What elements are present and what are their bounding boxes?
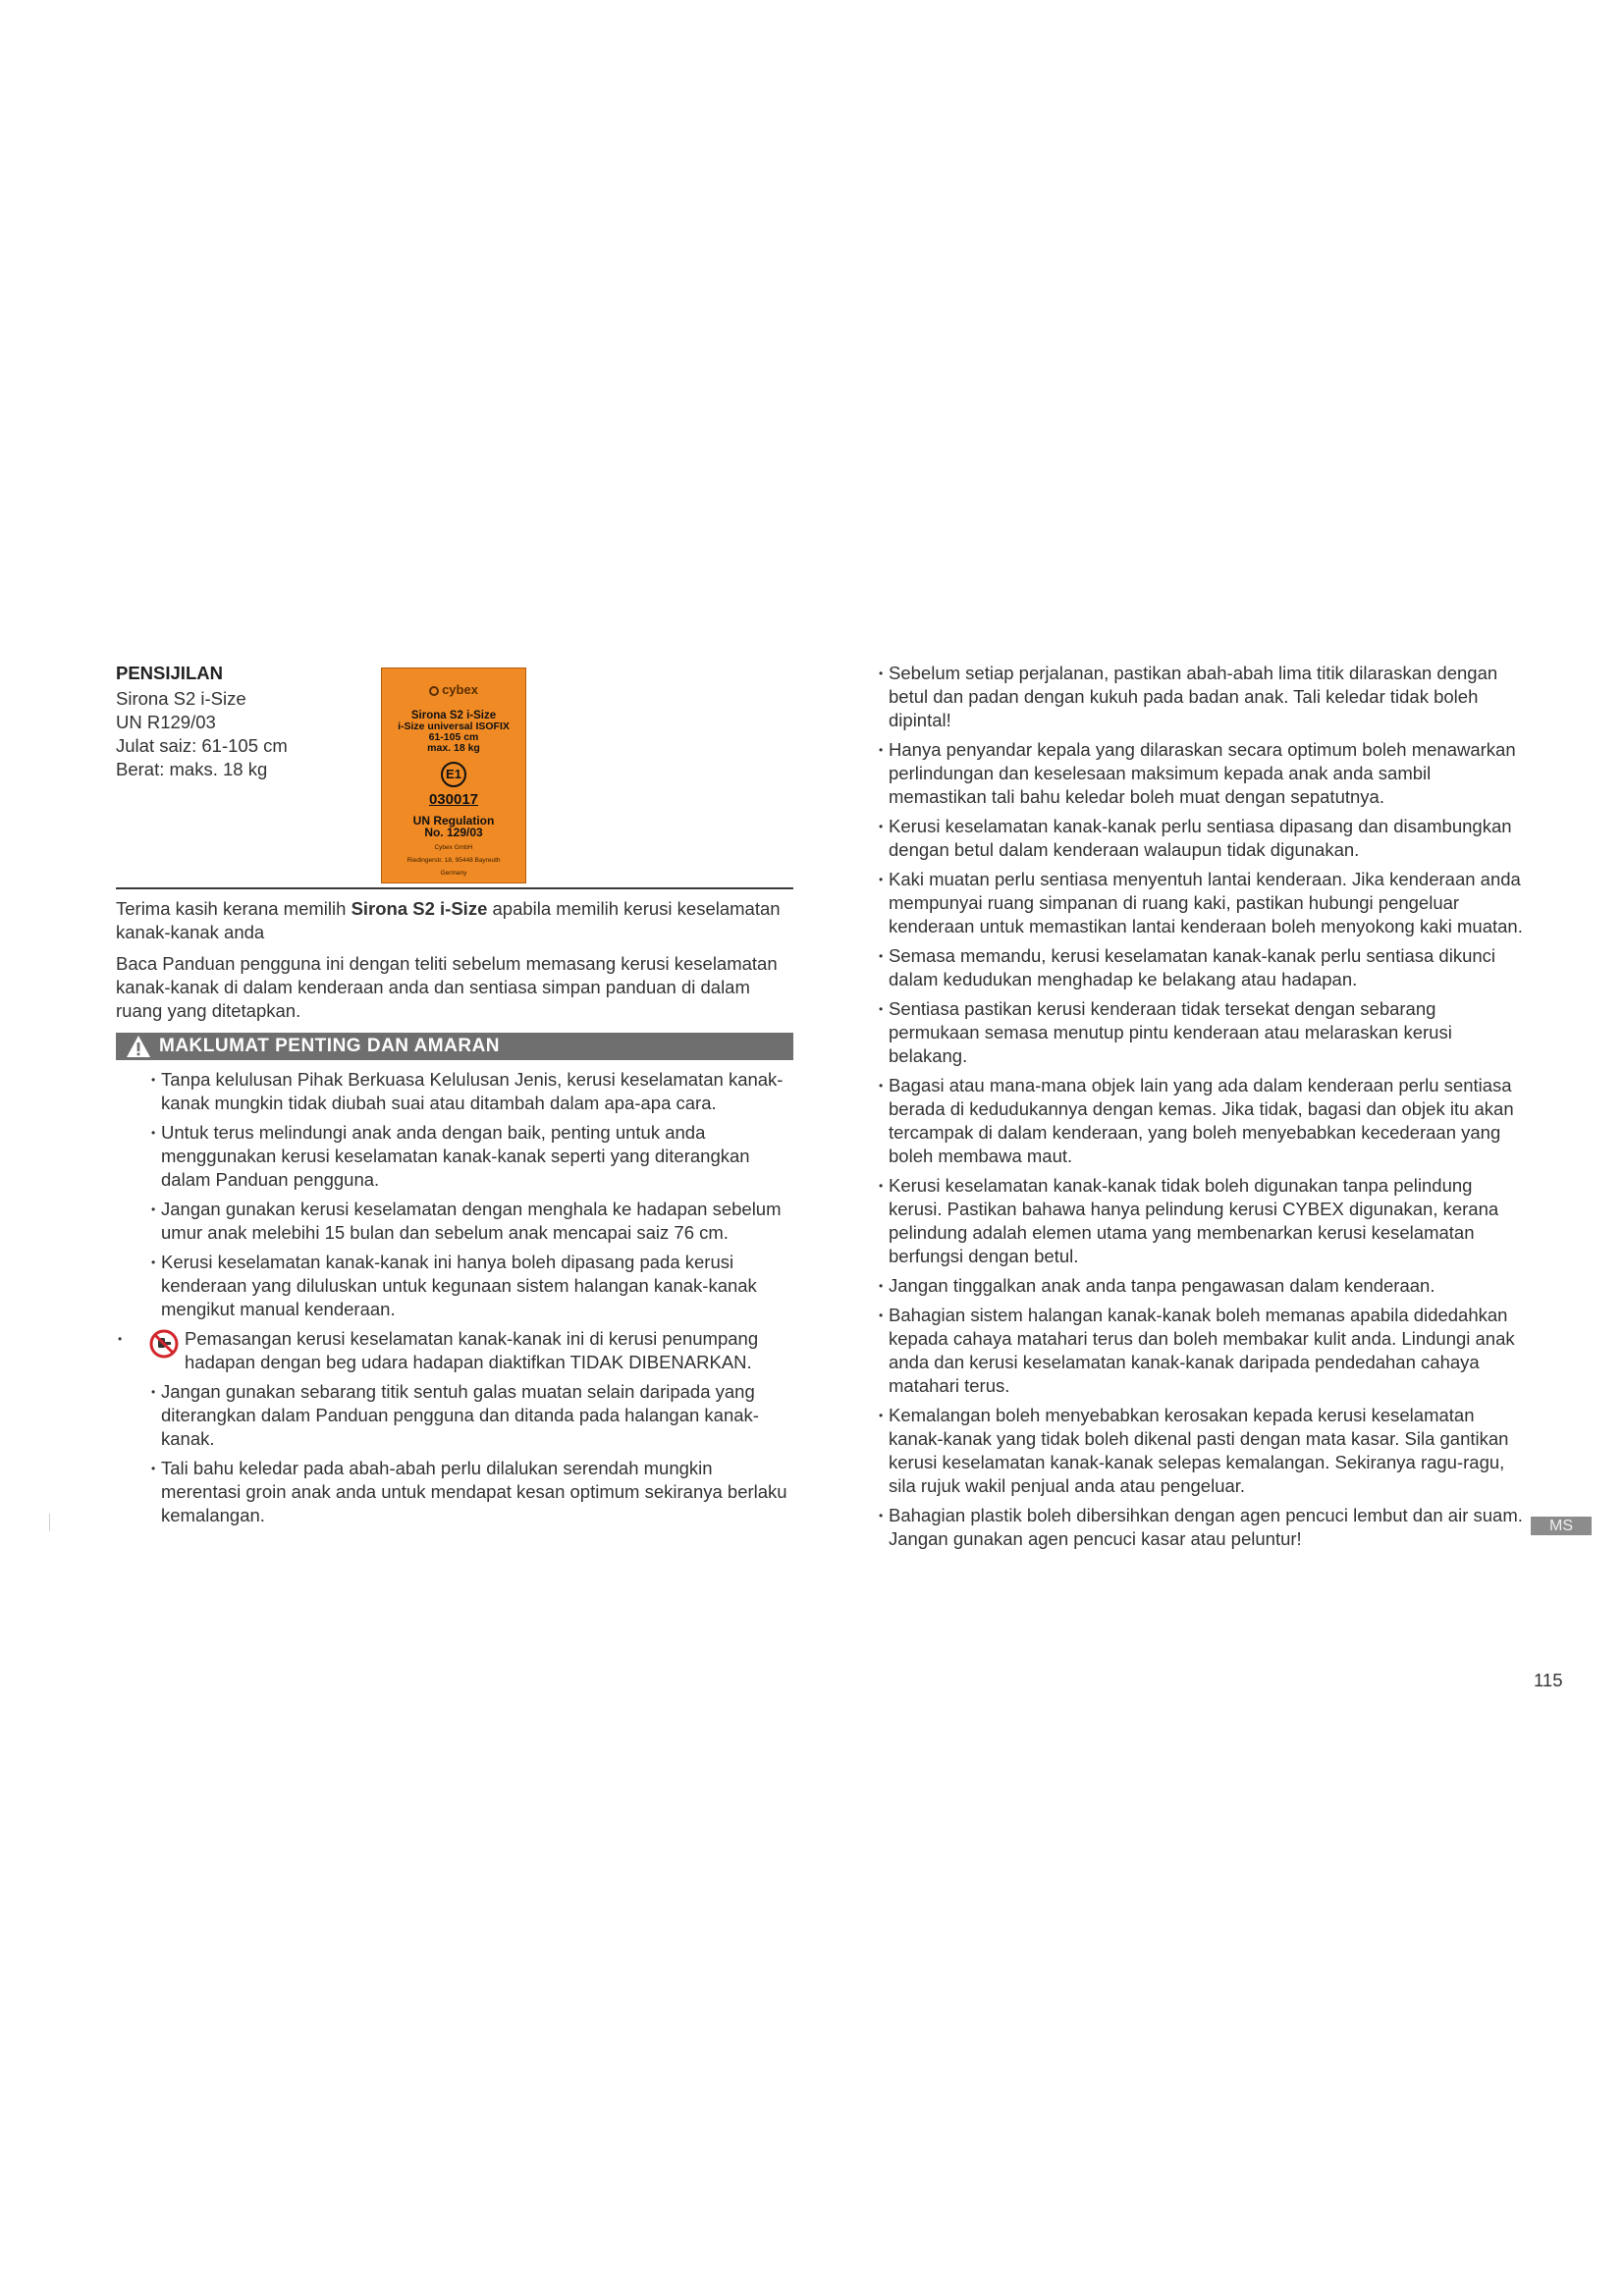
label-country: Germany (440, 870, 467, 877)
cert-product: Sirona S2 i-Size (116, 688, 246, 709)
no-airbag-prohibition-icon (149, 1329, 179, 1359)
label-brand: cybex (442, 682, 478, 697)
label-size: 61-105 cm (428, 731, 479, 743)
cert-regulation: UN R129/03 (116, 712, 216, 732)
airbag-warning-text: Pemasangan kerusi keselamatan kanak-kanak ini di kerusi penumpang hadapan dengan beg udara hadapan diaktifkan TIDAK DIBENARKAN. (185, 1328, 759, 1372)
intro-thanks (116, 897, 793, 944)
intro-read-manual: Baca Panduan pengguna ini dengan teliti sebelum memasang kerusi keselamatan kanak-kanak di dalam kenderaan anda dan sentiasa simpan panduan di dalam ruang yang ditetapkan. (116, 953, 778, 1021)
language-tab: MS (1531, 1517, 1592, 1535)
list-item: • Tali bahu keledar pada abah-abah perlu dilalukan serendah mungkin merentasi groin anak anda untuk mendapat kesan optimum sekiranya berlaku kemalangan. (149, 1457, 793, 1527)
label-product: Sirona S2 i-Size (410, 710, 497, 721)
cert-weight: Berat: maks. 18 kg (116, 759, 268, 779)
cert-size-range: Julat saiz: 61-105 cm (116, 735, 288, 756)
right-column (877, 662, 1525, 1557)
list-item: • Sentiasa pastikan kerusi kenderaan tidak tersekat dengan sebarang permukaan semasa menutup pintu kenderaan atau melaraskan kerusi belakang. (877, 997, 1525, 1068)
label-approval-number: 030017 (428, 791, 479, 808)
intro-product-name: Sirona S2 i-Size (351, 898, 488, 919)
left-column (116, 662, 793, 1533)
certification-heading: PENSIJILAN (116, 663, 223, 683)
list-item: • Sebelum setiap perjalanan, pastikan abah-abah lima titik dilaraskan dengan betul dan padan dengan kukuh pada badan anak. Tali keledar tidak boleh dipintal! (877, 662, 1525, 732)
certification-block (116, 662, 793, 887)
warning-list-right (877, 662, 1525, 1551)
list-item: • Tanpa kelulusan Pihak Berkuasa Kelulusan Jenis, kerusi keselamatan kanak-kanak mungkin tidak diubah suai atau ditambah dalam apa-apa cara. (149, 1068, 793, 1115)
intro-thanks-pre: Terima kasih kerana memilih (116, 898, 352, 919)
label-brand-logo (382, 678, 525, 702)
list-item: • Kemalangan boleh menyebabkan kerosakan kepada kerusi keselamatan kanak-kanak yang tidak boleh dikenal pasti dengan mata kasar. Sila gantikan kerusi keselamatan kanak-kanak selepas kemalangan. Sekiranya ragu-ragu, sila rujuk wakil penjual anda atau pengeluar. (877, 1404, 1525, 1498)
list-item: • Bahagian sistem halangan kanak-kanak boleh memanas apabila didedahkan kepada cahaya matahari terus dan boleh membakar kulit anda. Lindungi anak anda dan kerusi keselamatan kanak-kanak daripada pendedahan cahaya matahari terus. (877, 1304, 1525, 1398)
list-item: • Jangan gunakan kerusi keselamatan dengan menghala ke hadapan sebelum umur anak melebihi 15 bulan dan sebelum anak mencapai saiz 76 cm. (149, 1198, 793, 1245)
page-number: 115 (1534, 1670, 1563, 1690)
list-item: • Jangan gunakan sebarang titik sentuh galas muatan selain daripada yang diterangkan dalam Panduan pengguna dan ditanda pada halangan kanak-kanak. (149, 1380, 793, 1451)
warning-heading-bar (116, 1033, 793, 1060)
e1-approval-mark-icon: E1 (441, 762, 466, 787)
label-type: i-Size universal ISOFIX (398, 721, 510, 732)
label-regulation-line2: No. 129/03 (424, 826, 483, 839)
margin-mark (49, 1514, 50, 1531)
warning-list-left (116, 1068, 793, 1527)
label-maker: Cybex GmbH (434, 844, 473, 851)
list-item: • Bagasi atau mana-mana objek lain yang ada dalam kenderaan perlu sentiasa berada di kedudukannya dengan kemas. Jika tidak, bagasi dan objek itu akan tercampak di dalam kenderaan, yang boleh menyebabkan kecederaan yang boleh membawa maut. (877, 1074, 1525, 1168)
list-item: • Kerusi keselamatan kanak-kanak perlu sentiasa dipasang dan disambungkan dengan betul dalam kenderaan walaupun tidak digunakan. (877, 815, 1525, 862)
approval-label (381, 667, 526, 883)
list-item: • Kerusi keselamatan kanak-kanak tidak boleh digunakan tanpa pelindung kerusi. Pastikan bahawa hanya pelindung kerusi CYBEX digunakan, kerana pelindung adalah elemen utama yang membenarkan kerusi keselamatan berfungsi dengan betul. (877, 1174, 1525, 1268)
label-regulation-line1: UN Regulation (412, 814, 495, 828)
list-item: • Semasa memandu, kerusi keselamatan kanak-kanak perlu sentiasa dikunci dalam kedudukan menghadap ke belakang atau hadapan. (877, 944, 1525, 991)
brand-logo-icon (429, 686, 439, 696)
label-weight: max. 18 kg (427, 742, 480, 754)
list-item: • Hanya penyandar kepala yang dilaraskan secara optimum boleh menawarkan perlindungan dan keselesaan maksimum kepada anak anda sambil memastikan tali bahu keledar boleh muat dengan sepatutnya. (877, 738, 1525, 809)
label-address: Riedingerstr. 18, 95448 Bayreuth (406, 857, 501, 864)
divider (116, 887, 793, 889)
list-item: • Kerusi keselamatan kanak-kanak ini hanya boleh dipasang pada kerusi kenderaan yang diluluskan untuk kegunaan sistem halangan kanak-kanak mengikut manual kenderaan. (149, 1251, 793, 1321)
list-item: • Jangan tinggalkan anak anda tanpa pengawasan dalam kenderaan. (877, 1274, 1525, 1298)
certification-text (116, 662, 352, 781)
intro-thanks-post: apabila memilih kerusi keselamatan kanak-kanak anda (116, 898, 781, 942)
list-item: • Untuk terus melindungi anak anda dengan baik, penting untuk anda menggunakan kerusi keselamatan kanak-kanak seperti yang diterangkan dalam Panduan pengguna. (149, 1121, 793, 1192)
warning-title: MAKLUMAT PENTING DAN AMARAN (159, 1036, 501, 1056)
list-item-airbag (116, 1327, 793, 1374)
warning-triangle-icon (126, 1035, 151, 1058)
list-item: • Kaki muatan perlu sentiasa menyentuh lantai kenderaan. Jika kenderaan anda mempunyai ruang simpanan di ruang kaki, pastikan hubungi pengeluar kenderaan untuk memastikan lantai kenderaan boleh menyokong kaki muatan. (877, 868, 1525, 938)
list-item: • Bahagian plastik boleh dibersihkan dengan agen pencuci lembut dan air suam. Jangan gunakan agen pencuci kasar atau peluntur! (877, 1504, 1525, 1551)
